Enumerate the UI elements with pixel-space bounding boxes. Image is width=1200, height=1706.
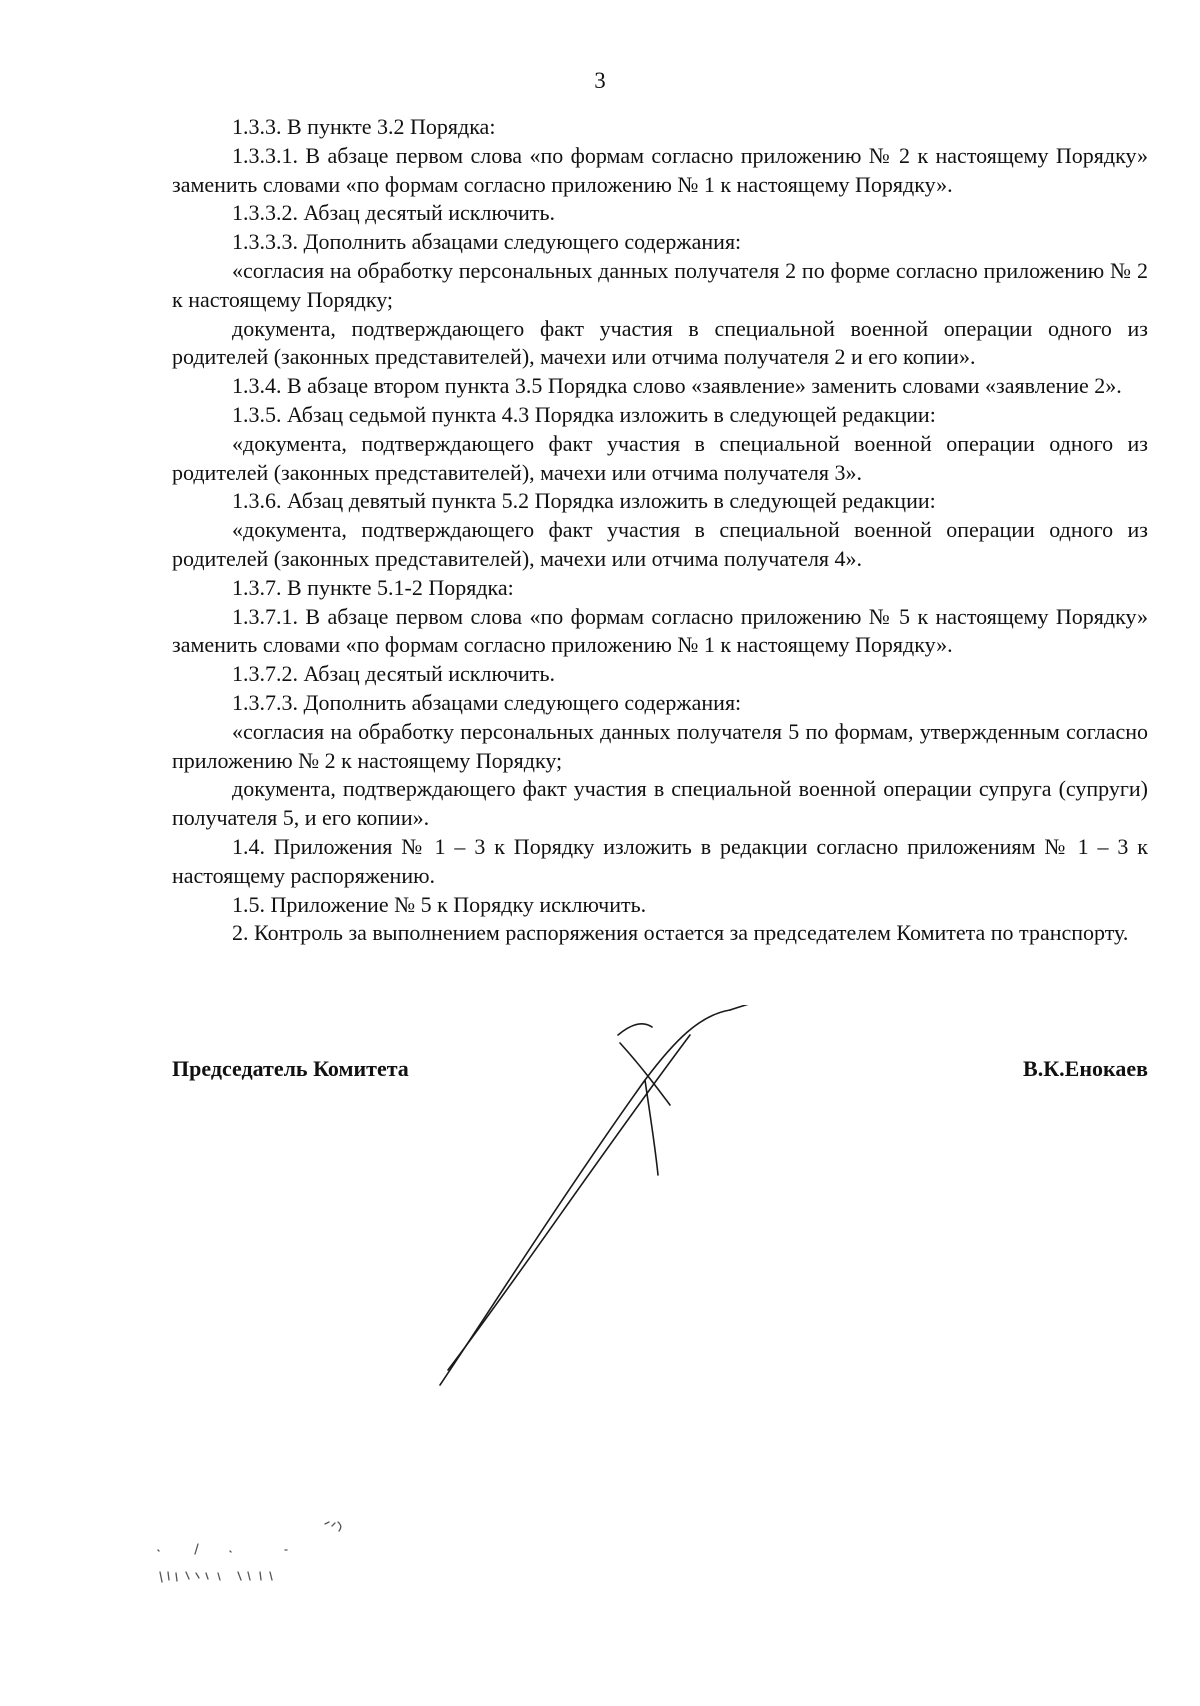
paragraph: 1.3.7. В пункте 5.1-2 Порядка: [232, 574, 514, 600]
paragraph: 1.4. Приложения № 1 – 3 к Порядку изложить в редакции согласно приложениям № 1 – 3 к настоящему распоряжению. [172, 833, 1148, 888]
signatory-name: В.К.Енокаев [1023, 1056, 1148, 1081]
handwritten-signature [430, 1005, 810, 1405]
paragraph: 1.3.6. Абзац девятый пункта 5.2 Порядка изложить в следующей редакции: [232, 488, 936, 514]
paragraph: «согласия на обработку персональных данных получателя 5 по формам, утвержденным согласно приложению № 2 к настоящему Порядку; [172, 718, 1148, 773]
paragraph: 1.3.3.3. Дополнить абзацами следующего содержания: [232, 229, 742, 255]
paragraph: 1.3.3. В пункте 3.2 Порядка: [232, 114, 496, 139]
signatory-title: Председатель Комитета [172, 1056, 409, 1081]
paragraph: 1.3.7.3. Дополнить абзацами следующего содержания: [232, 689, 742, 715]
paragraph: документа, подтверждающего факт участия в специальной военной операции супруга (супруги) получателя 5, и его копии». [172, 776, 1148, 831]
paragraph: 2. Контроль за выполнением распоряжения остается за председателем Комитета по транспорту. [232, 920, 1129, 946]
document-body [172, 113, 1148, 948]
paragraph: «согласия на обработку персональных данных получателя 2 по форме согласно приложению № 2 к настоящему Порядку; [172, 257, 1148, 312]
paragraph: 1.3.7.1. В абзаце первом слова «по формам согласно приложению № 5 к настоящему Порядку» заменить словами «по формам согласно приложению № 1 к настоящему Порядку». [172, 603, 1148, 658]
paragraph: 1.3.4. В абзаце втором пункта 3.5 Порядка слово «заявление» заменить словами «заявление 2». [232, 373, 1122, 399]
paragraph: 1.5. Приложение № 5 к Порядку исключить. [232, 891, 647, 917]
page-number: 3 [594, 68, 606, 93]
paragraph: 1.3.5. Абзац седьмой пункта 4.3 Порядка изложить в следующей редакции: [232, 401, 936, 427]
paragraph: 1.3.3.1. В абзаце первом слова «по формам согласно приложению № 2 к настоящему Порядку» заменить словами «по формам согласно приложению № 1 к настоящему Порядку». [172, 142, 1148, 197]
paragraph: «документа, подтверждающего факт участия в специальной военной операции одного из родителей (законных представителей), мачехи или отчима получателя 3». [172, 430, 1148, 485]
paragraph: «документа, подтверждающего факт участия в специальной военной операции одного из родителей (законных представителей), мачехи или отчима получателя 4». [172, 517, 1148, 571]
paragraph: документа, подтверждающего факт участия в специальной военной операции одного из родителей (законных представителей), мачехи или отчима получателя 2 и его копии». [172, 315, 1148, 370]
paragraph: 1.3.3.2. Абзац десятый исключить. [232, 200, 556, 226]
registration-marks [150, 1520, 450, 1600]
paragraph: 1.3.7.2. Абзац десятый исключить. [232, 661, 556, 687]
